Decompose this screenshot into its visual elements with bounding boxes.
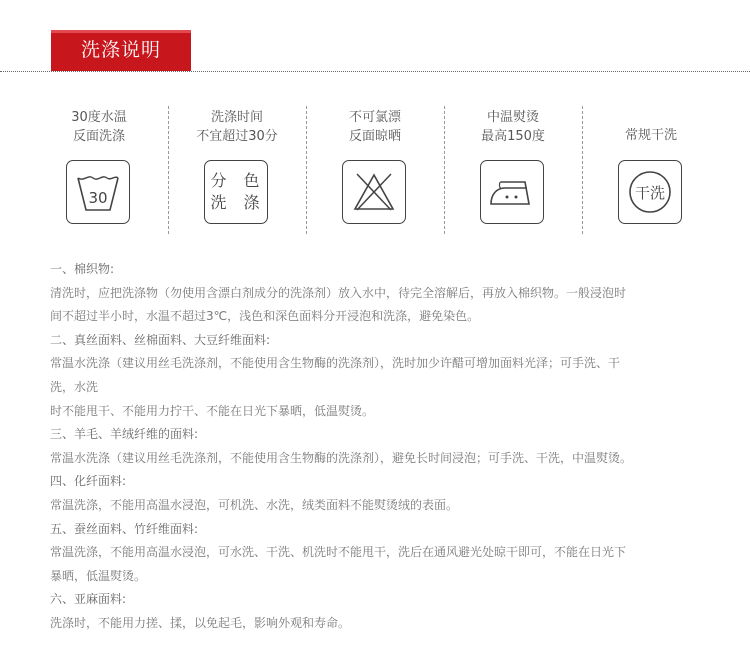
instruction-line: 常温洗涤，不能用高温水浸泡，可机洗、水洗，绒类面料不能熨烫绒的表面。 (50, 497, 459, 512)
section-title: 洗涤说明 (51, 30, 191, 71)
header (0, 0, 750, 80)
wash-temp-label: 30 (88, 189, 108, 207)
instruction-line: 时不能甩干、不能用力拧干、不能在日光下暴晒，低温熨烫。 (50, 403, 375, 418)
instruction-heading: 四、化纤面料: (50, 474, 127, 489)
care-item-wash-30 (30, 100, 168, 240)
instruction-heading: 三、羊毛、羊绒纤维的面料: (50, 427, 199, 442)
instruction-line: 常温水洗涤（建议用丝毛洗涤剂，不能使用含生物酶的洗涤剂），避免长时间浸泡；可手洗、干洗，中温熨烫。 (50, 450, 633, 465)
care-icons-row (30, 100, 720, 240)
instruction-heading: 二、真丝面料、丝棉面料、大豆纤维面料: (50, 332, 271, 347)
icon-text-line: 洗 涤 (210, 193, 266, 212)
care-item-separate-wash (168, 100, 306, 240)
care-instructions (50, 258, 730, 636)
instruction-line: 间不超过半小时，水温不超过3℃，浅色和深色面料分开浸泡和洗涤，避免染色。 (50, 309, 480, 324)
care-caption: 不可氯漂 反面晾晒 (348, 110, 401, 144)
instruction-heading: 五、蚕丝面料、竹纤维面料: (50, 521, 199, 536)
iron-medium-icon (480, 160, 544, 224)
no-bleach-icon (342, 160, 406, 224)
care-caption: 中温熨烫 最高150度 (481, 110, 545, 144)
dry-clean-label: 干洗 (634, 184, 666, 202)
wash-30-icon (66, 160, 130, 224)
instruction-line: 常温洗涤，不能用高温水浸泡，可水洗、干洗、机洗时不能甩干，洗后在通风避光处晾干即可，不能在日光下 (50, 545, 627, 560)
care-item-no-bleach (306, 100, 444, 240)
dotted-divider (0, 71, 750, 72)
instruction-line: 洗涤时，不能用力搓、揉，以免起毛，影响外观和寿命。 (50, 615, 351, 630)
care-caption: 30度水温 反面洗涤 (71, 110, 127, 144)
instruction-line: 清洗时，应把洗涤物（勿使用含漂白剂成分的洗涤剂）放入水中，待完全溶解后，再放入棉织物。一般浸泡时 (50, 285, 627, 300)
instruction-line: 常温水洗涤（建议用丝毛洗涤剂，不能使用含生物酶的洗涤剂），洗时加少许醋可增加面料光泽；可手洗、干 (50, 356, 621, 371)
separate-wash-icon (204, 160, 268, 224)
dry-clean-icon (618, 160, 682, 224)
care-item-dry-clean (582, 100, 720, 240)
instruction-line: 暴晒，低温熨烫。 (50, 568, 147, 583)
care-caption: 常规干洗 (624, 128, 677, 143)
instruction-heading: 六、亚麻面料: (50, 592, 127, 607)
icon-text-line: 分 色 (210, 171, 266, 190)
instruction-heading: 一、棉织物: (50, 262, 115, 276)
care-item-iron (444, 100, 582, 240)
care-caption: 洗涤时间 不宜超过30分 (196, 110, 278, 144)
instruction-line: 洗，水洗 (50, 379, 99, 394)
